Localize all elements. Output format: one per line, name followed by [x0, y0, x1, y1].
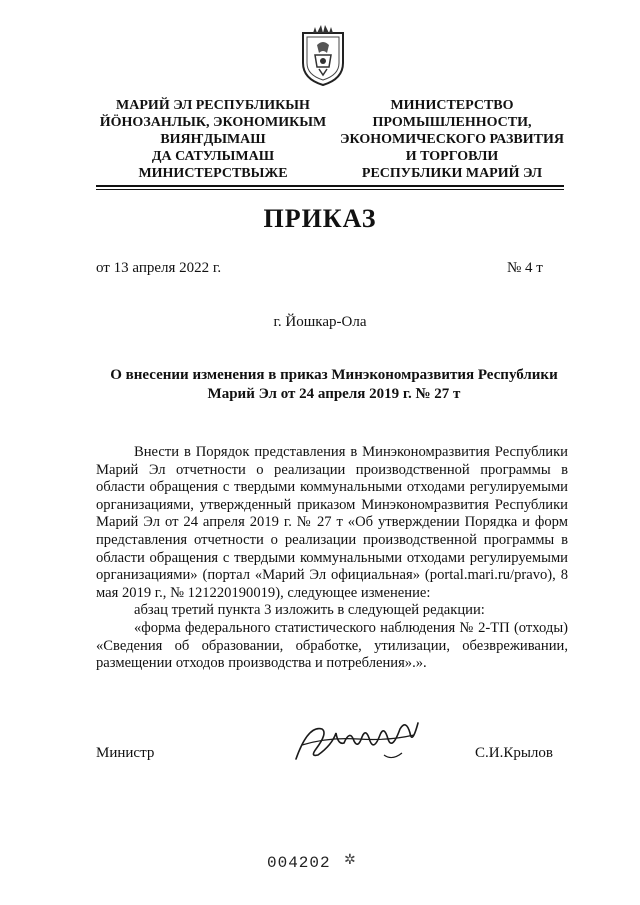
header-right-line: РЕСПУБЛИКИ МАРИЙ ЭЛ — [361, 166, 543, 181]
header-right-line: ЭКОНОМИЧЕСКОГО РАЗВИТИЯ — [340, 132, 564, 147]
header-left-line: ВИЯҤДЫМАШ — [160, 132, 266, 147]
header-left-ministry-name — [98, 97, 328, 182]
header-divider-thin — [96, 189, 564, 190]
document-title: ПРИКАЗ — [263, 204, 377, 233]
serial-number: 004202 — [267, 854, 331, 872]
header-right-line: МИНИСТЕРСТВО — [390, 98, 514, 113]
body-paragraph: абзац третий пункта 3 изложить в следующей редакции: — [134, 602, 485, 619]
header-right-line: ПРОМЫШЛЕННОСТИ, — [372, 115, 532, 130]
asterisk-mark-icon: ✲ — [344, 853, 356, 868]
document-number: № 4 т — [507, 260, 543, 276]
signer-name: С.И.Крылов — [475, 745, 553, 761]
coat-of-arms-icon — [297, 23, 349, 87]
document-city: г. Йошкар-Ола — [273, 314, 367, 330]
header-left-line: МАРИЙ ЭЛ РЕСПУБЛИКЫН — [116, 98, 310, 113]
header-left-line: ЙӦНОЗАНЛЫК, ЭКОНОМИКЫМ — [99, 115, 327, 130]
document-body — [96, 444, 568, 673]
header-left-line: МИНИСТЕРСТВЫЖЕ — [138, 166, 288, 181]
handwritten-signature-icon — [288, 715, 428, 767]
header-right-ministry-name — [337, 97, 567, 182]
document-date: от 13 апреля 2022 г. — [96, 260, 222, 276]
body-paragraph: Внести в Порядок представления в Минэкономразвития Республики Марий Эл отчетности о реализации производственной программы в области обращения с твердыми коммунальными отходами регулируемыми организациями, утвержденный приказом Минэкономразвития Республики Марий Эл от 24 апреля 2019 г. № 27 т «Об утверждении Порядка и форм представления отчетности о реализации производственной программы в области обращения с твердыми коммунальными отходами регулируемыми организациями» (портал «Марий Эл официальная» (portal.mari.ru/pravo), 8 мая 2019 г., № 121220190019), следующее изменение: — [96, 444, 568, 601]
document-subject: О внесении изменения в приказ Минэкономразвития Республики Марий Эл от 24 апреля 2019 г. № 27 т — [110, 367, 558, 402]
signer-position: Министр — [96, 745, 155, 761]
body-paragraph: «форма федерального статистического наблюдения № 2-ТП (отходы) «Сведения об образовании, обработке, утилизации, обезвреживании, размещении отходов производства и потребления».». — [96, 619, 568, 672]
header-left-line: ДА САТУЛЫМАШ — [151, 149, 275, 164]
header-right-line: И ТОРГОВЛИ — [405, 149, 499, 164]
header-divider — [96, 185, 564, 187]
